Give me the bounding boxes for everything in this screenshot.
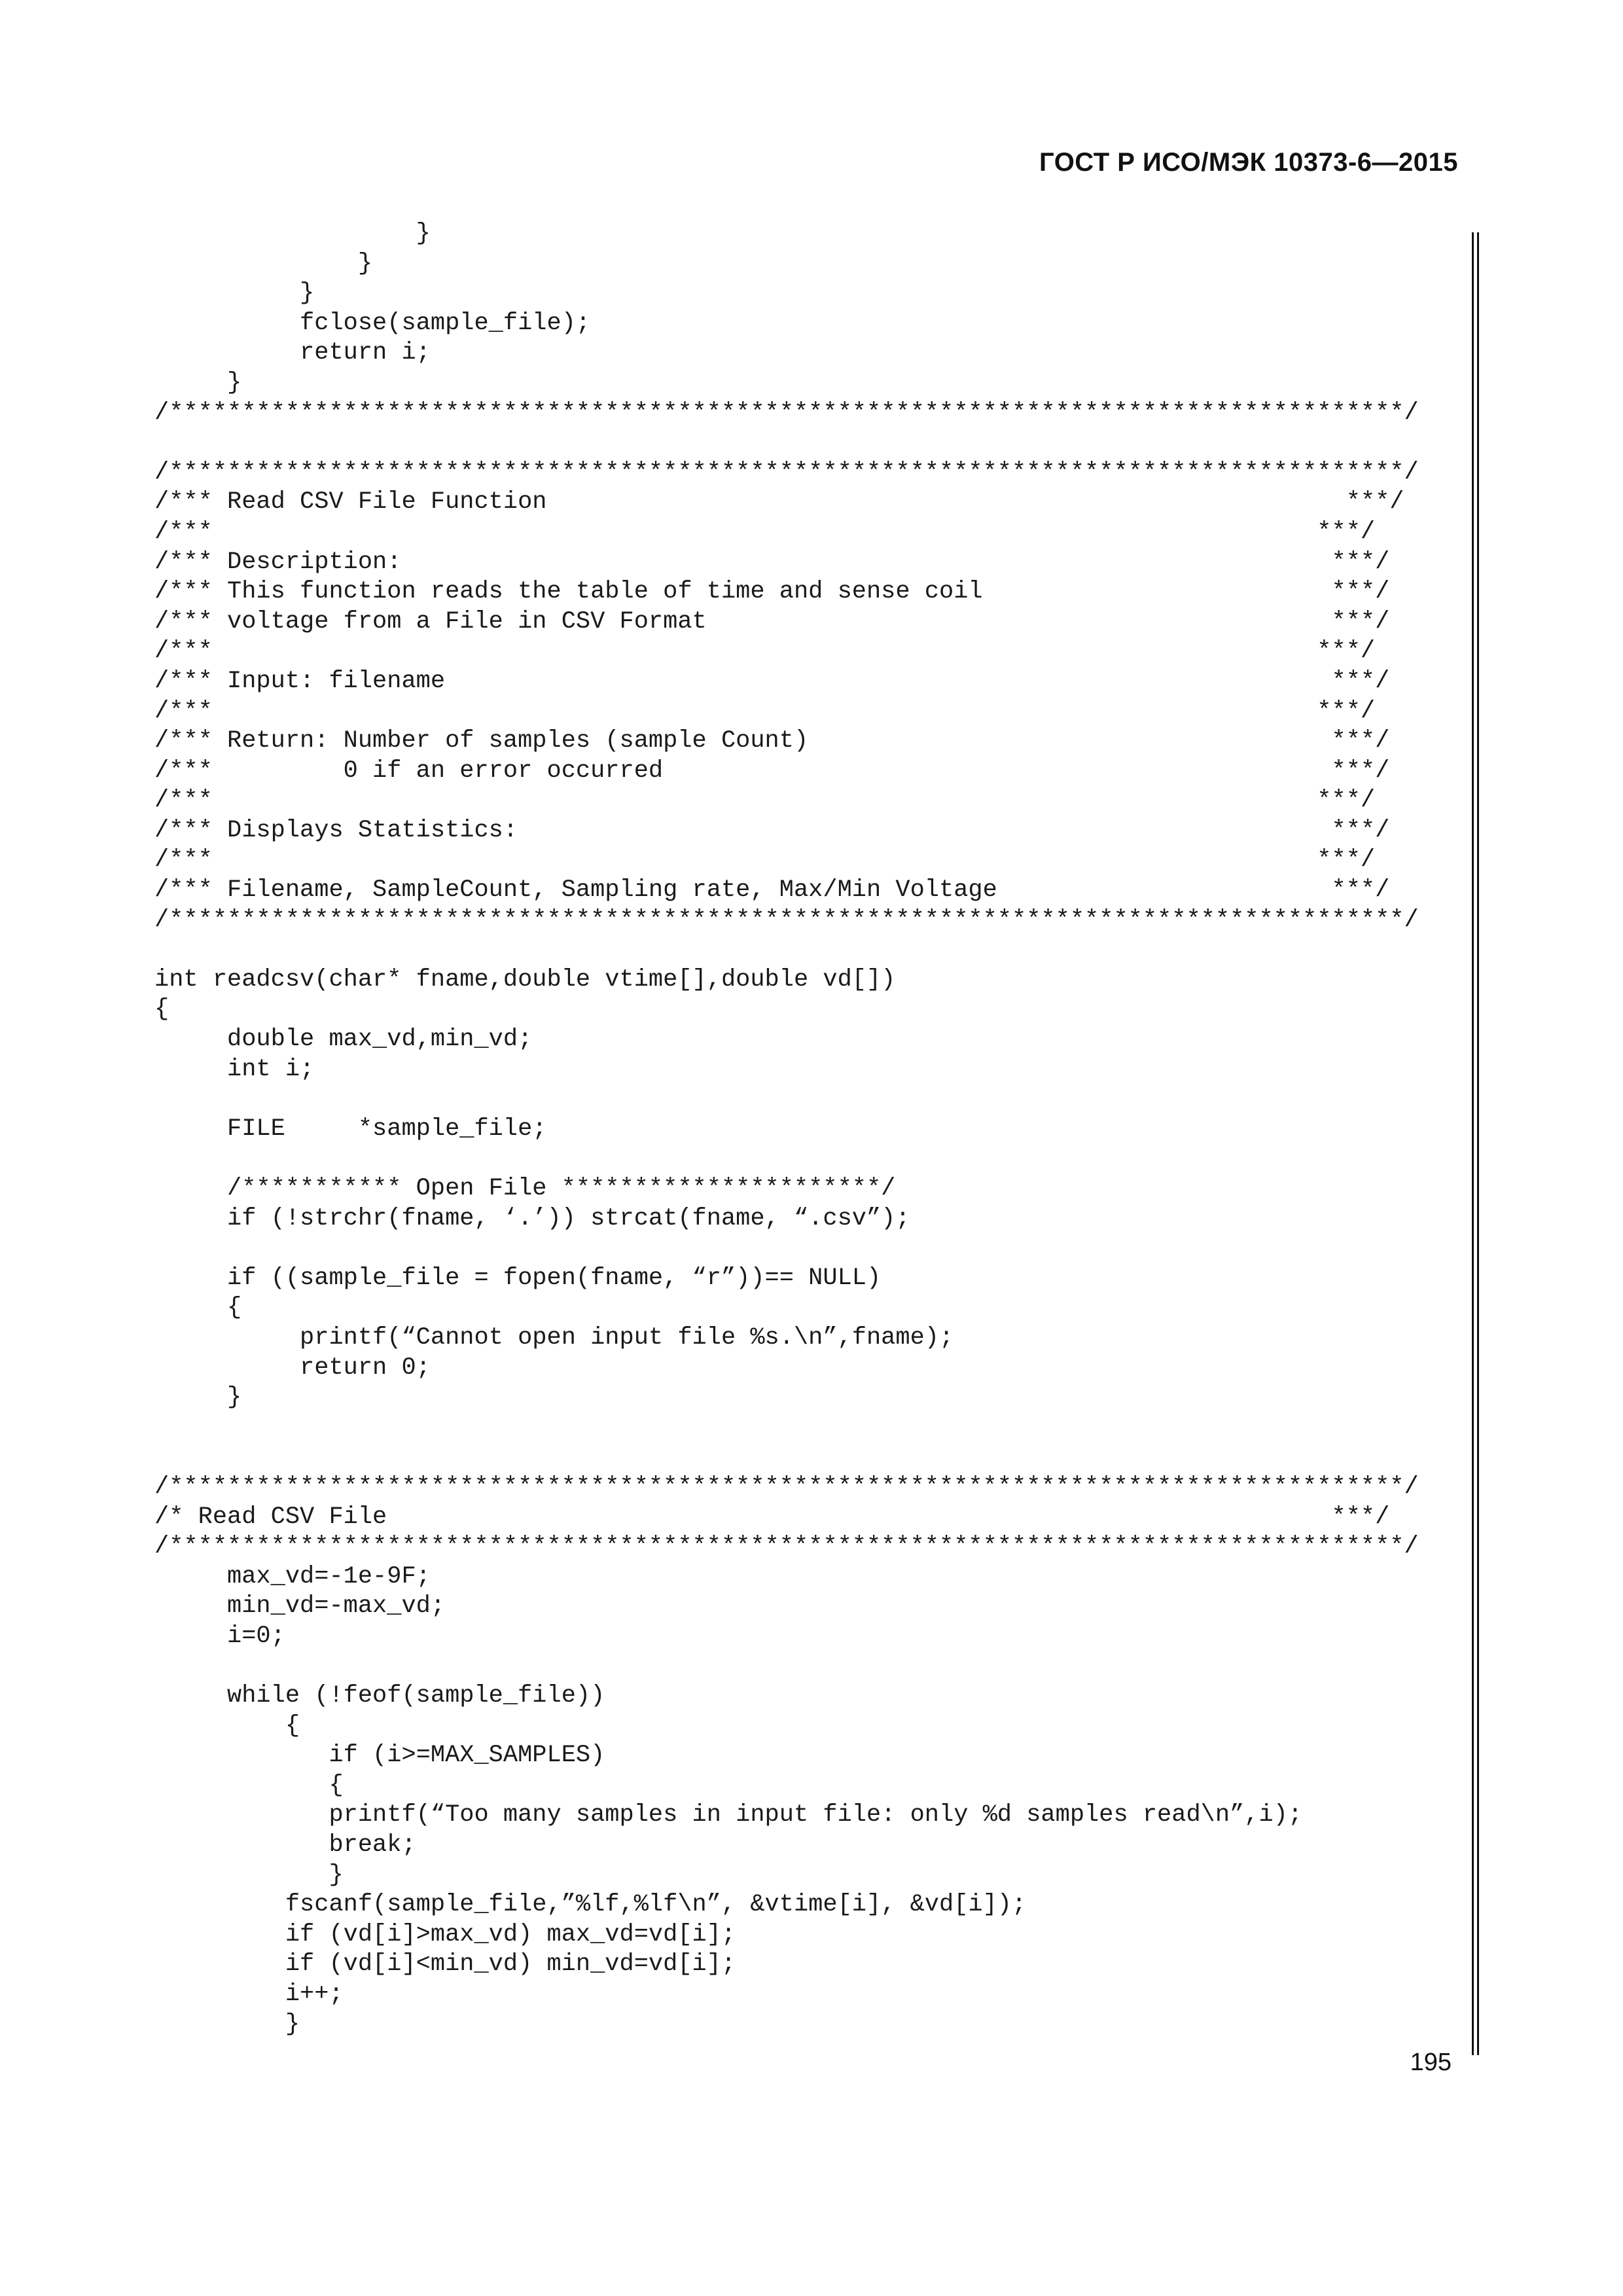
code-line: /*************************************************************************************/ xyxy=(154,458,1419,486)
code-line xyxy=(154,935,1419,965)
code-line xyxy=(154,428,1419,458)
code-line: if (vd[i]<min_vd) min_vd=vd[i]; xyxy=(154,1950,736,1979)
code-line xyxy=(154,1144,1419,1174)
code-line: i=0; xyxy=(154,1622,285,1650)
code-line: } xyxy=(154,2010,300,2038)
right-margin-double-rule xyxy=(1472,232,1479,2055)
code-line: /*** Description: ***/ xyxy=(154,548,1390,576)
code-line: } xyxy=(154,279,315,308)
code-line: } xyxy=(154,368,242,397)
code-line: i++; xyxy=(154,1981,344,2009)
code-line: break; xyxy=(154,1831,416,1859)
code-line: { xyxy=(154,1771,344,1799)
page-number: 195 xyxy=(1410,2049,1452,2076)
code-line: /*** Return: Number of samples (sample Count) ***/ xyxy=(154,727,1390,755)
code-line: { xyxy=(154,1294,242,1322)
code-line: FILE *sample_file; xyxy=(154,1115,547,1143)
code-line: /*********** Open File **********************/ xyxy=(154,1175,896,1202)
code-line: max_vd=-1e-9F; xyxy=(154,1562,431,1590)
page-header-standard: ГОСТ Р ИСО/МЭК 10373-6—2015 xyxy=(1039,148,1458,177)
code-line: double max_vd,min_vd; xyxy=(154,1026,533,1054)
code-line: fclose(sample_file); xyxy=(154,309,591,337)
code-line: /*************************************************************************************/ xyxy=(154,1473,1419,1501)
code-line: /*** 0 if an error occurred ***/ xyxy=(154,757,1390,785)
code-line: return 0; xyxy=(154,1354,431,1382)
code-line: /*************************************************************************************/ xyxy=(154,906,1419,934)
code-line: { xyxy=(154,996,169,1024)
code-line: /*** ***/ xyxy=(154,846,1376,874)
code-line: /*** ***/ xyxy=(154,697,1376,725)
code-line: /*************************************************************************************/ xyxy=(154,399,1419,427)
code-line xyxy=(154,1234,1419,1264)
code-line: } xyxy=(154,1861,344,1889)
code-line: /*** Input: filename ***/ xyxy=(154,667,1390,695)
code-line: if (i>=MAX_SAMPLES) xyxy=(154,1742,605,1770)
code-line: min_vd=-max_vd; xyxy=(154,1592,446,1621)
code-line: if (!strchr(fname, ‘.’)) strcat(fname, “.csv”); xyxy=(154,1204,910,1232)
code-line: { xyxy=(154,1712,300,1740)
code-line: /*** ***/ xyxy=(154,637,1376,666)
code-line: if (vd[i]>max_vd) max_vd=vd[i]; xyxy=(154,1920,736,1948)
code-line: /*** Read CSV File Function ***/ xyxy=(154,488,1404,516)
code-line: } xyxy=(154,249,373,278)
code-line xyxy=(154,1443,1419,1473)
code-line: if ((sample_file = fopen(fname, “r”))== NULL) xyxy=(154,1264,882,1292)
code-line: /*** ***/ xyxy=(154,518,1376,546)
code-line: } xyxy=(154,1384,242,1412)
code-line: /*** Filename, SampleCount, Sampling rate, Max/Min Voltage ***/ xyxy=(154,876,1390,905)
code-line: printf(“Too many samples in input file: only %d samples read\n”,i); xyxy=(154,1801,1303,1829)
code-line: /*** voltage from a File in CSV Format ***/ xyxy=(154,607,1390,636)
code-line: fscanf(sample_file,”%lf,%lf\n”, &vtime[i], &vd[i]); xyxy=(154,1891,1027,1919)
code-line: /*** This function reads the table of time and sense coil ***/ xyxy=(154,578,1390,606)
code-line xyxy=(154,1085,1419,1115)
code-line: /*** ***/ xyxy=(154,787,1376,815)
code-line: while (!feof(sample_file)) xyxy=(154,1682,605,1710)
code-line: int i; xyxy=(154,1055,315,1083)
code-line: return i; xyxy=(154,339,431,367)
code-line: int readcsv(char* fname,double vtime[],double vd[]) xyxy=(154,965,896,994)
code-line: /* Read CSV File ***/ xyxy=(154,1503,1390,1531)
code-line xyxy=(154,1652,1419,1682)
code-line: printf(“Cannot open input file %s.\n”,fname); xyxy=(154,1323,954,1352)
code-line xyxy=(154,1413,1419,1443)
code-line: /*** Displays Statistics: ***/ xyxy=(154,816,1390,844)
code-line: } xyxy=(154,220,431,247)
code-line: /*************************************************************************************/ xyxy=(154,1533,1419,1561)
code-listing xyxy=(154,219,1419,2039)
